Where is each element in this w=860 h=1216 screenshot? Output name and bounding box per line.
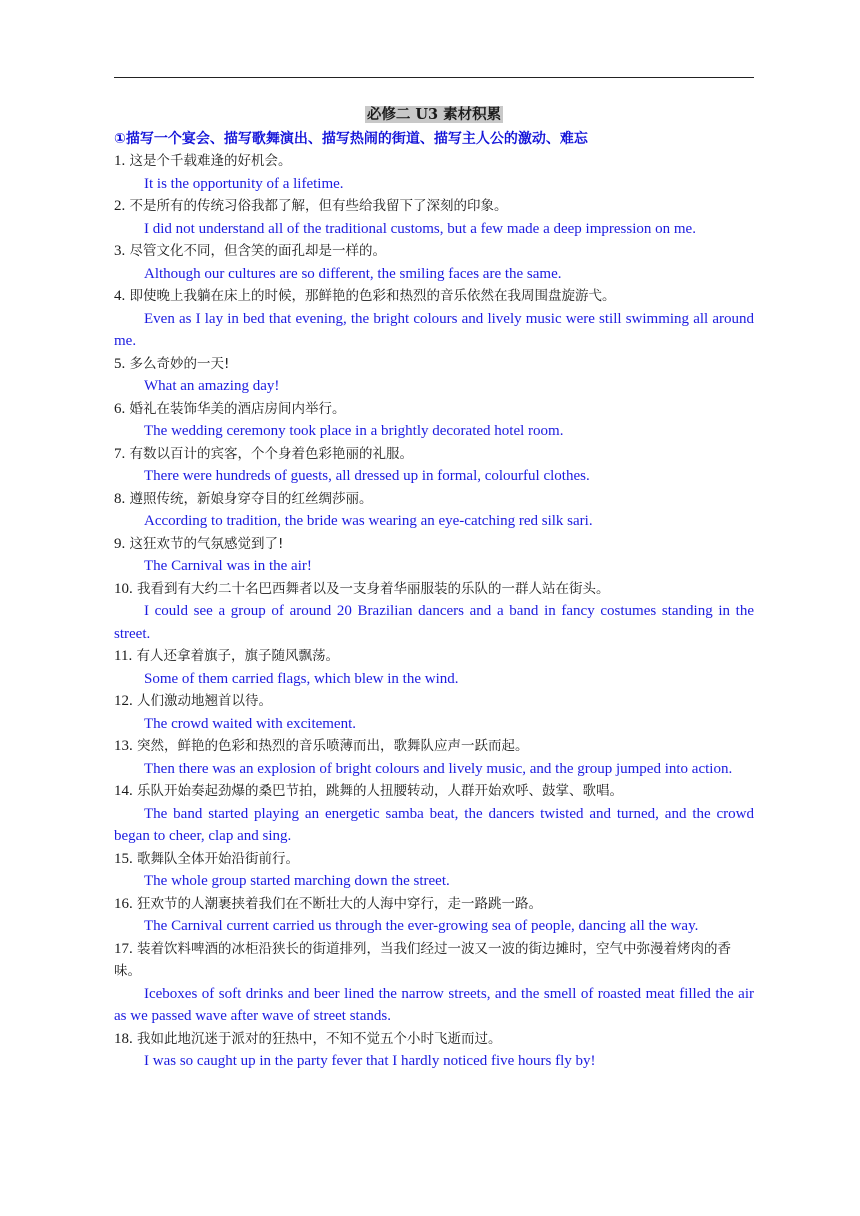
header-rule (114, 77, 754, 78)
english-translation: The crowd waited with excitement. (144, 715, 357, 732)
item-number: 10. (114, 580, 133, 597)
item-number: 8. (114, 490, 126, 507)
item-number: 15. (114, 850, 133, 867)
chinese-sentence (114, 938, 754, 983)
chinese-sentence (114, 533, 754, 556)
english-translation: The whole group started marching down the street. (144, 873, 450, 889)
chinese-sentence (114, 848, 754, 871)
chinese-sentence (114, 1028, 754, 1051)
list-item (114, 735, 754, 780)
list-item (114, 533, 754, 578)
document-title: 必修二 U3 素材积累 (366, 106, 502, 123)
english-translation: It is the opportunity of a lifetime. (144, 175, 344, 192)
chinese-text: 人们激动地翘首以待。 (137, 693, 273, 709)
english-translation: I was so caught up in the party fever that I hardly noticed five hours fly by! (144, 1053, 596, 1069)
chinese-sentence (114, 353, 754, 376)
chinese-text: 我看到有大约二十名巴西舞者以及一支身着华丽服装的乐队的一群人站在街头。 (137, 580, 610, 597)
item-number: 18. (114, 1030, 133, 1047)
chinese-text: 狂欢节的人潮裹挟着我们在不断壮大的人海中穿行，走一路跳一路。 (137, 895, 543, 912)
item-number: 12. (114, 693, 133, 709)
chinese-text: 这是个千载难逢的好机会。 (129, 153, 292, 169)
chinese-sentence (114, 195, 754, 218)
item-number: 11. (114, 648, 133, 664)
list-item (114, 780, 754, 848)
english-translation: Then there was an explosion of bright colours and lively music, and the group jumped into action. (144, 760, 733, 777)
list-item (114, 690, 754, 735)
item-number: 1. (114, 153, 126, 169)
list-item (114, 398, 754, 443)
chinese-sentence (114, 443, 754, 466)
chinese-sentence (114, 488, 754, 511)
chinese-sentence (114, 285, 754, 308)
list-item (114, 645, 754, 690)
chinese-sentence (114, 150, 754, 173)
item-number: 13. (114, 738, 133, 754)
chinese-text: 即使晚上我躺在床上的时候，那鲜艳的色彩和热烈的音乐依然在我周围盘旋游弋。 (129, 288, 616, 304)
english-translation: The wedding ceremony took place in a brightly decorated hotel room. (144, 423, 564, 439)
chinese-sentence (114, 398, 754, 421)
sentence-list (114, 150, 754, 1073)
list-item (114, 353, 754, 398)
chinese-text: 遵照传统，新娘身穿夺目的红丝绸莎丽。 (129, 490, 373, 507)
english-translation: Although our cultures are so different, the smiling faces are the same. (144, 265, 562, 282)
chinese-sentence (114, 893, 754, 916)
chinese-text: 我如此地沉迷于派对的狂热中，不知不觉五个小时飞逝而过。 (137, 1030, 502, 1047)
item-number: 16. (114, 895, 133, 912)
section-heading: ①描写一个宴会、描写歌舞演出、描写热闹的街道、描写主人公的激动、难忘 (114, 130, 588, 147)
chinese-text: 突然，鲜艳的色彩和热烈的音乐喷薄而出，歌舞队应声一跃而起。 (137, 738, 529, 754)
english-translation: The Carnival was in the air! (144, 558, 312, 574)
english-translation: There were hundreds of guests, all dressed up in formal, colourful clothes. (144, 468, 590, 484)
english-translation: Some of them carried flags, which blew in the wind. (144, 670, 459, 687)
list-item (114, 848, 754, 893)
item-number: 9. (114, 535, 126, 552)
item-number: 17. (114, 940, 133, 957)
chinese-sentence (114, 780, 754, 803)
chinese-text: 有人还拿着旗子，旗子随风飘荡。 (136, 648, 339, 664)
chinese-text: 有数以百计的宾客，个个身着色彩艳丽的礼服。 (129, 445, 414, 462)
list-item (114, 488, 754, 533)
chinese-text: 多么奇妙的一天! (129, 355, 230, 372)
list-item (114, 285, 754, 353)
english-translation: Iceboxes of soft drinks and beer lined the narrow streets, and the smell of roasted meat filled the air as we passed wave after wave of street stands. (114, 985, 754, 1024)
list-item (114, 578, 754, 646)
english-translation: I did not understand all of the traditional customs, but a few made a deep impression on me. (144, 220, 696, 237)
chinese-sentence (114, 645, 754, 668)
chinese-text: 不是所有的传统习俗我都了解，但有些给我留下了深刻的印象。 (129, 198, 508, 214)
item-number: 2. (114, 198, 126, 214)
list-item (114, 893, 754, 938)
item-number: 3. (114, 243, 126, 259)
english-translation: Even as I lay in bed that evening, the bright colours and lively music were still swimming all around me. (114, 310, 754, 349)
item-number: 4. (114, 288, 126, 304)
chinese-text: 尽管文化不同，但含笑的面孔却是一样的。 (129, 243, 387, 259)
english-translation: What an amazing day! (144, 378, 280, 394)
chinese-text: 装着饮料啤酒的冰柜沿狭长的街道排列，当我们经过一波又一波的街边摊时，空气中弥漫着烤肉的香味。 (114, 940, 732, 979)
chinese-text: 这狂欢节的气氛感觉到了! (129, 535, 284, 552)
english-translation: The Carnival current carried us through the ever-growing sea of people, dancing all the way. (144, 918, 699, 934)
english-translation: I could see a group of around 20 Brazilian dancers and a band in fancy costumes standing in the street. (114, 603, 754, 642)
english-translation: According to tradition, the bride was wearing an eye-catching red silk sari. (144, 513, 593, 529)
chinese-sentence (114, 240, 754, 263)
item-number: 6. (114, 400, 126, 417)
list-item (114, 195, 754, 240)
chinese-text: 乐队开始奏起劲爆的桑巴节拍，跳舞的人扭腰转动，人群开始欢呼、鼓掌、歌唱。 (137, 783, 624, 799)
chinese-sentence (114, 690, 754, 713)
item-number: 5. (114, 355, 126, 372)
document-body (114, 104, 754, 1073)
chinese-text: 歌舞队全体开始沿街前行。 (137, 850, 300, 867)
chinese-sentence (114, 578, 754, 601)
english-translation: The band started playing an energetic samba beat, the dancers twisted and turned, and the crowd began to cheer, clap and sing. (114, 805, 754, 844)
list-item (114, 240, 754, 285)
list-item (114, 1028, 754, 1073)
item-number: 7. (114, 445, 126, 462)
list-item (114, 938, 754, 1028)
item-number: 14. (114, 783, 133, 799)
chinese-text: 婚礼在装饰华美的酒店房间内举行。 (129, 400, 346, 417)
list-item (114, 443, 754, 488)
list-item (114, 150, 754, 195)
chinese-sentence (114, 735, 754, 758)
